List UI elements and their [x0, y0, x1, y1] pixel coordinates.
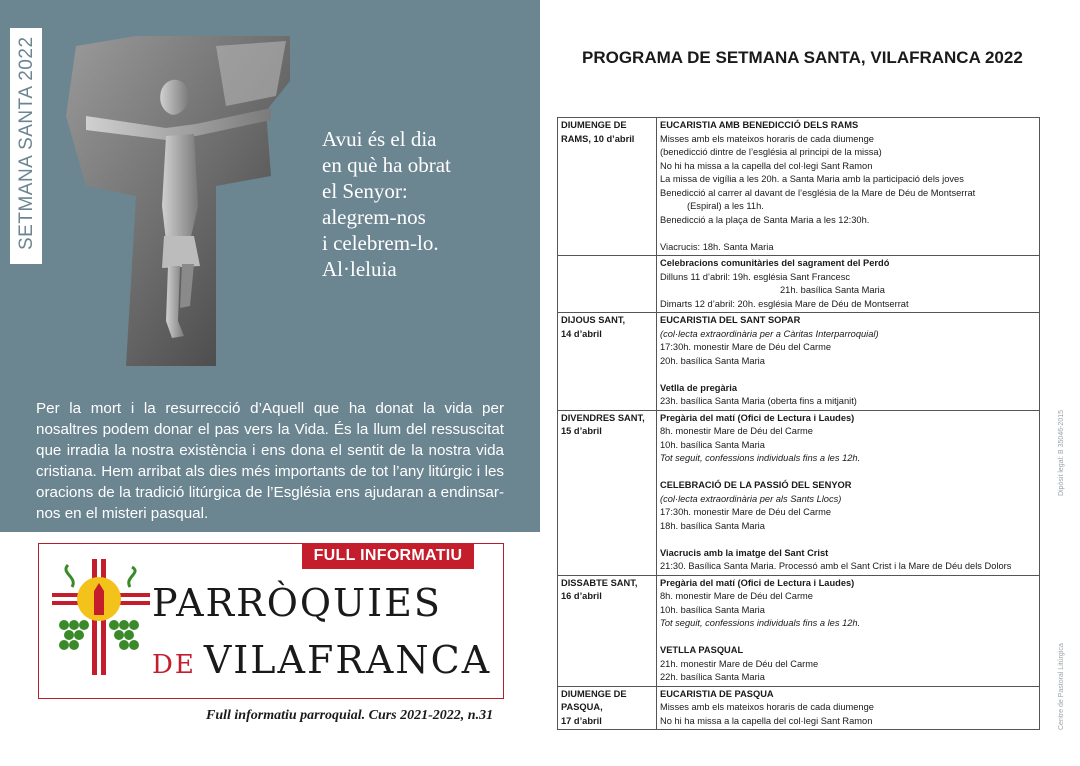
schedule-event-line: (col·lecta extraordinària per als Sants Llocs) [660, 493, 842, 504]
schedule-event-line: (Espiral) a les 11h. [687, 201, 764, 211]
schedule-event-line: 18h. basílica Santa Maria [660, 520, 765, 531]
schedule-day-cell [558, 686, 657, 730]
schedule-row [558, 256, 1040, 313]
schedule-event-line: EUCARISTIA DE PASQUA [660, 688, 774, 699]
schedule-event-line: Dilluns 11 d’abril: 19h. església Sant Francesc [660, 271, 850, 282]
schedule-event-line: 10h. basílica Santa Maria [660, 604, 765, 615]
schedule-day-label: DIUMENGE DE [561, 688, 627, 699]
schedule-day-cell [558, 118, 657, 256]
schedule-event-line: 22h. basílica Santa Maria [660, 672, 765, 682]
schedule-event-line: Dimarts 12 d’abril: 20h. església Mare de Déu de Montserrat [660, 298, 909, 309]
schedule-event-line: Benedicció al carrer al davant de l’església de la Mare de Déu de Montserrat [660, 187, 976, 198]
schedule-event-line: VETLLA PASQUAL [660, 645, 744, 655]
schedule-day-label: RAMS, 10 d’abril [561, 133, 635, 144]
quote-line: Al·leluia [322, 257, 397, 281]
schedule-event-line: Pregària del matí (Ofici de Lectura i Laudes) [660, 577, 855, 588]
schedule-event-line: No hi ha missa a la capella del col·legi Sant Ramon [660, 160, 873, 171]
schedule-table [557, 117, 1040, 730]
quote-line: i celebrem-lo. [322, 231, 439, 255]
schedule-day-cell [558, 410, 657, 575]
schedule-row [558, 686, 1040, 730]
schedule-day-cell [558, 575, 657, 686]
schedule-event-line: Tot seguit, confessions individuals fins a les 12h. [660, 453, 861, 463]
schedule-event-line: La missa de vigília a les 20h. a Santa Maria amb la participació dels joves [660, 174, 964, 184]
schedule-event-line: Benedicció a la plaça de Santa Maria a les 12:30h. [660, 214, 870, 225]
schedule-event-line: Misses amb els mateixos horaris de cada diumenge [660, 133, 874, 144]
schedule-day-label: 16 d’abril [561, 591, 602, 601]
schedule-event-line: Vetlla de pregària [660, 382, 737, 393]
quote-line: alegrem-nos [322, 205, 426, 229]
logo-text-parroquies: PARRÒQUIES [152, 581, 442, 625]
quote-line: el Senyor: [322, 179, 408, 203]
schedule-day-label: 17 d’abril [561, 715, 602, 726]
program-title: PROGRAMA DE SETMANA SANTA, VILAFRANCA 2022 [582, 48, 1023, 67]
schedule-events-cell [657, 410, 1040, 575]
schedule-day-cell [558, 256, 657, 313]
schedule-event-line: 21h. basílica Santa Maria [780, 285, 885, 295]
schedule-event-line: Viacrucis: 18h. Santa Maria [660, 241, 774, 252]
quote [322, 126, 527, 282]
schedule-events-cell [657, 313, 1040, 411]
schedule-event-line: EUCARISTIA DEL SANT SOPAR [660, 315, 801, 325]
schedule-event-line: 21h. monestir Mare de Déu del Carme [660, 658, 819, 669]
intro-paragraph: Per la mort i la resurrecció d’Aquell que ha donat la vida per nosaltres podem donar el pas vers la Vida. És la llum del ressuscitat que irradia la nostra existència i ens dona el sentit de la nostra vida cristiana. Hem arribat als dies més importants de tot l’any litúrgic i les oracions de la tradició litúrgica de l’Església ens ajudaran a endinsar-nos en el misteri pasqual. [36, 400, 504, 522]
schedule-day-label: 15 d’abril [561, 426, 602, 436]
schedule-event-line: 17:30h. monestir Mare de Déu del Carme [660, 342, 832, 352]
schedule-event-line: Tot seguit, confessions individuals fins a les 12h. [660, 618, 861, 628]
schedule-event-line: Celebracions comunitàries del sagrament del Perdó [660, 258, 890, 268]
schedule-day-cell [558, 313, 657, 411]
schedule-event-line: Viacrucis amb la imatge del Sant Crist [660, 547, 829, 558]
schedule-day-label: DIUMENGE DE [561, 120, 627, 130]
schedule-day-label: DIVENDRES SANT, [561, 412, 645, 423]
full-informatiu-badge: FULL INFORMATIU [302, 543, 474, 569]
legal-deposit-note: Dipòsit legal: B 35046-2015 [1058, 409, 1065, 496]
schedule-row [558, 118, 1040, 256]
publisher-note: Centre de Pastoral Litúrgica [1058, 643, 1065, 730]
schedule-event-line: Pregària del matí (Ofici de Lectura i Laudes) [660, 412, 855, 423]
schedule-event-line: 23h. basílica Santa Maria (oberta fins a mitjanit) [660, 396, 857, 406]
schedule-day-label: PASQUA, [561, 702, 603, 712]
schedule-event-line: 21:30. Basílica Santa Maria. Processó amb el Sant Crist i la Mare de Déu dels Dolors [660, 561, 1012, 571]
schedule-row [558, 575, 1040, 686]
logo-text-vilafranca-word: VILAFRANCA [203, 638, 492, 682]
schedule-event-line: CELEBRACIÓ DE LA PASSIÓ DEL SENYOR [660, 480, 852, 490]
quote-line: Avui és el dia [322, 127, 437, 151]
logo-text-vilafranca [152, 638, 491, 682]
schedule-events-cell [657, 118, 1040, 256]
schedule-event-line: 17:30h. monestir Mare de Déu del Carme [660, 507, 832, 517]
schedule-day-label: DISSABTE SANT, [561, 577, 638, 588]
parish-emblem-icon [48, 555, 154, 679]
crucifix-image [66, 36, 290, 366]
schedule-events-cell [657, 256, 1040, 313]
cover-panel [0, 0, 540, 532]
bulletin-caption: Full informatiu parroquial. Curs 2021-2022, n.31 [206, 708, 494, 723]
schedule-event-line: No hi ha missa a la capella del col·legi Sant Ramon [660, 715, 873, 726]
schedule-events-cell [657, 575, 1040, 686]
schedule-event-line: 8h. monestir Mare de Déu del Carme [660, 426, 813, 436]
schedule-row [558, 410, 1040, 575]
schedule-event-line: EUCARISTIA AMB BENEDICCIÓ DELS RAMS [660, 120, 859, 130]
logo-text-de: DE [152, 650, 196, 680]
schedule-events-cell [657, 686, 1040, 730]
schedule-event-line: (col·lecta extraordinària per a Càritas Interparroquial) [660, 328, 879, 339]
schedule-event-line: 8h. monestir Mare de Déu del Carme [660, 591, 813, 601]
schedule-day-label: 14 d’abril [561, 328, 602, 339]
schedule-event-line: Misses amb els mateixos horaris de cada diumenge [660, 702, 874, 712]
schedule-event-line: 20h. basílica Santa Maria [660, 355, 765, 366]
schedule-event-line: (benedicció dintre de l’església al principi de la missa) [660, 147, 882, 157]
schedule-event-line: 10h. basílica Santa Maria [660, 439, 765, 450]
schedule-day-label: DIJOUS SANT, [561, 315, 626, 325]
quote-line: en què ha obrat [322, 153, 451, 177]
schedule-row [558, 313, 1040, 411]
vertical-title: SETMANA SANTA 2022 [16, 36, 37, 250]
